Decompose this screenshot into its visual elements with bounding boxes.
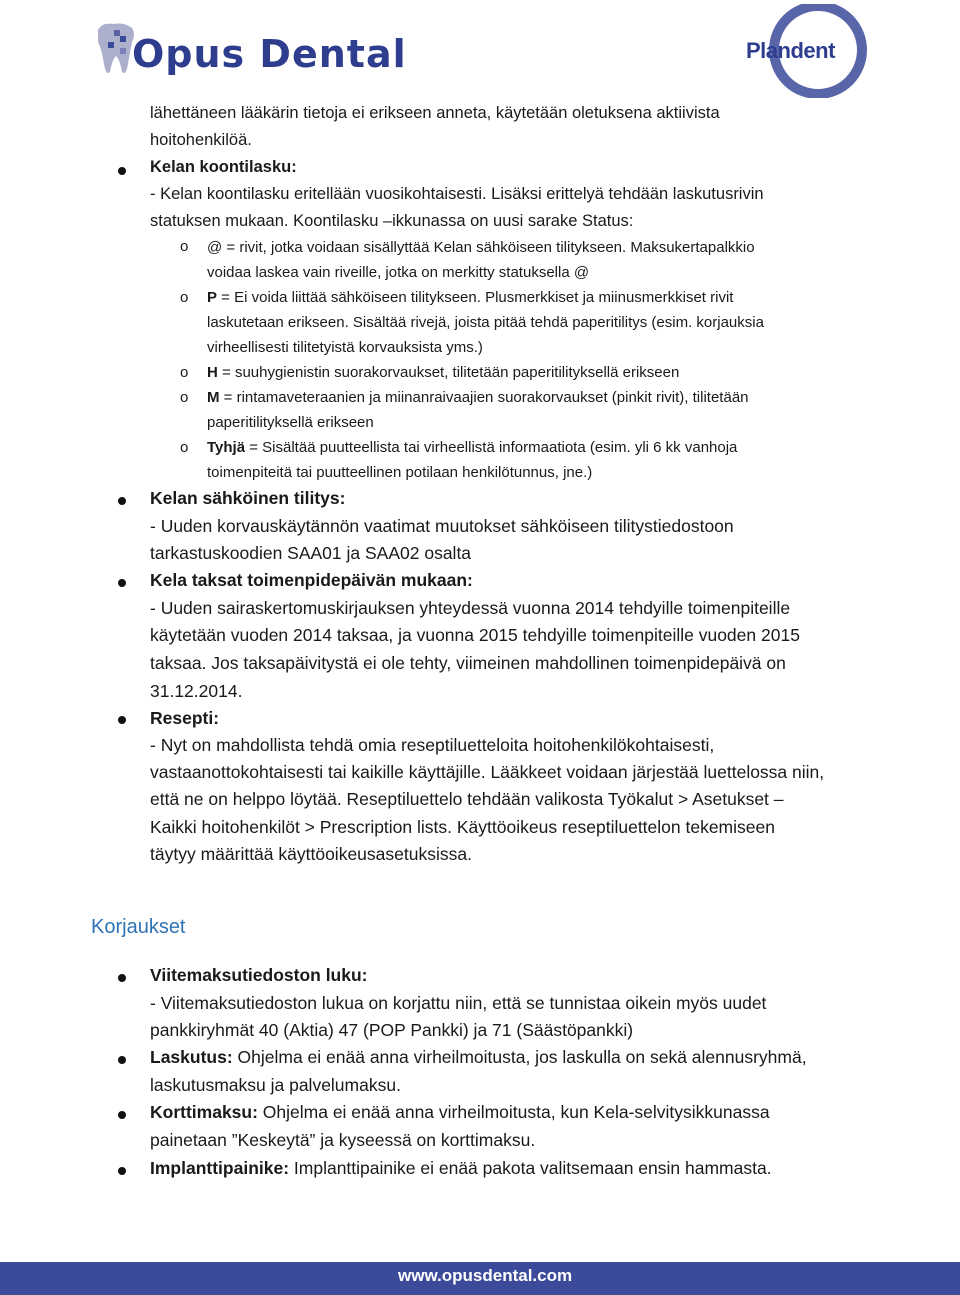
sub-bullet-icon: o [180,389,189,406]
section-heading: Korjaukset [91,916,186,938]
sub-item-line: H = suuhygienistin suorakorvaukset, tilitetään paperitilityksellä erikseen [207,364,680,381]
bullet-icon [118,579,126,587]
bullet-icon [118,1167,126,1175]
item-title: Viitemaksutiedoston luku: [150,965,368,985]
sub-item-line: @ = rivit, jotka voidaan sisällyttää Kelan sähköiseen tilitykseen. Maksukertapalkkio [207,239,755,256]
paragraph-line: että ne on helppo löytää. Reseptiluettelo tehdään valikosta Työkalut > Asetukset – [150,789,784,809]
status-key: M [207,389,220,406]
paragraph-line: pankkiryhmät 40 (Aktia) 47 (POP Pankki) ja 71 (Säästöpankki) [150,1020,634,1040]
footer-url: www.opusdental.com [398,1266,573,1285]
bullet-icon [118,716,126,724]
list-item-line: Laskutus: Ohjelma ei enää anna virheilmoitusta, jos laskulla on sekä alennusryhmä, [150,1047,807,1067]
paragraph-line: - Viitemaksutiedoston lukua on korjattu niin, että se tunnistaa oikein myös uudet [150,993,767,1013]
bullet-icon [118,167,126,175]
sub-item-line: Tyhjä = Sisältää puutteellista tai virheellistä informaatiota (esim. yli 6 kk vanhoja [207,439,738,456]
page-header [0,0,960,100]
item-title: Laskutus: [150,1047,233,1067]
paragraph-line: 31.12.2014. [150,681,243,701]
sub-bullet-icon: o [180,238,189,255]
sub-item-line: paperitilityksellä erikseen [207,414,374,431]
sub-bullet-icon: o [180,289,189,306]
paragraph-line: käytetään vuoden 2014 taksaa, ja vuonna 2015 tehdyille toimenpiteille vuoden 2015 [150,625,800,645]
plandent-logo-text: Plandent [746,38,835,63]
sub-item-line: laskutetaan erikseen. Sisältää rivejä, joista pitää tehdä paperitilitys (esim. korjauksia [207,314,764,331]
paragraph-line: Kaikki hoitohenkilöt > Prescription lists. Käyttöoikeus reseptiluettelon tekemiseen [150,817,775,837]
item-title: Kelan sähköinen tilitys: [150,488,346,508]
status-key: P [207,289,218,306]
paragraph-line: - Nyt on mahdollista tehdä omia reseptiluetteloita hoitohenkilökohtaisesti, [150,735,715,755]
paragraph-line: täytyy määrittää käyttöoikeusasetuksissa. [150,844,472,864]
paragraph-line: - Kelan koontilasku eritellään vuosikohtaisesti. Lisäksi erittelyä tehdään laskutusrivin [150,185,764,203]
paragraph-line: hoitohenkilöä. [150,131,252,149]
list-item-line: Implanttipainike: Implanttipainike ei enää pakota valitsemaan ensin hammasta. [150,1158,772,1178]
sub-item-line: voidaa laskea vain riveille, jotka on merkitty statuksella @ [207,264,590,281]
sub-item-line: M = rintamaveteraanien ja miinanraivaajien suorakorvaukset (pinkit rivit), tilitetään [207,389,749,406]
sub-item-line: toimenpiteitä tai puutteellinen potilaan henkilötunnus, jne.) [207,464,593,481]
item-title: Korttimaksu: [150,1102,258,1122]
paragraph-line: - Uuden sairaskertomuskirjauksen yhteydessä vuonna 2014 tehdyille toimenpiteille [150,598,791,618]
sub-bullet-icon: o [180,439,189,456]
paragraph-line: laskutusmaksu ja palvelumaksu. [150,1075,401,1095]
paragraph-line: tarkastuskoodien SAA01 ja SAA02 osalta [150,543,472,563]
item-title: Kela taksat toimenpidepäivän mukaan: [150,570,473,590]
paragraph-line: statuksen mukaan. Koontilasku –ikkunassa on uusi sarake Status: [150,212,634,230]
sub-item-line: virheellisesti tilitetyistä korvauksista yms.) [207,339,483,356]
status-key: Tyhjä [207,439,246,456]
bullet-icon [118,1111,126,1119]
plandent-logo [740,4,870,98]
bullet-icon [118,974,126,982]
paragraph-line: lähettäneen lääkärin tietoja ei erikseen anneta, käytetään oletuksena aktiivista [150,104,720,122]
bullet-icon [118,497,126,505]
paragraph-line: vastaanottokohtaisesti tai kaikille käyttäjille. Lääkkeet voidaan järjestää luettelossa niin, [150,762,825,782]
opus-dental-logo [92,14,412,84]
paragraph-line: - Uuden korvauskäytännön vaatimat muutokset sähköiseen tilitystiedostoon [150,516,734,536]
bullet-icon [118,1056,126,1064]
status-key: H [207,364,218,381]
item-title: Resepti: [150,708,220,728]
paragraph-line: painetaan ”Keskeytä” ja kyseessä on korttimaksu. [150,1130,536,1150]
item-title: Kelan koontilasku: [150,158,297,176]
item-title: Implanttipainike: [150,1158,290,1178]
opus-dental-logo-text: Opus Dental [132,32,407,76]
paragraph-line: taksaa. Jos taksapäivitystä ei ole tehty, viimeinen mahdollinen toimenpidepäivä on [150,653,786,673]
list-item-line: Korttimaksu: Ohjelma ei enää anna virheilmoitusta, kun Kela-selvitysikkunassa [150,1102,770,1122]
sub-item-line: P = Ei voida liittää sähköiseen tilitykseen. Plusmerkkiset ja miinusmerkkiset rivit [207,289,734,306]
sub-bullet-icon: o [180,364,189,381]
